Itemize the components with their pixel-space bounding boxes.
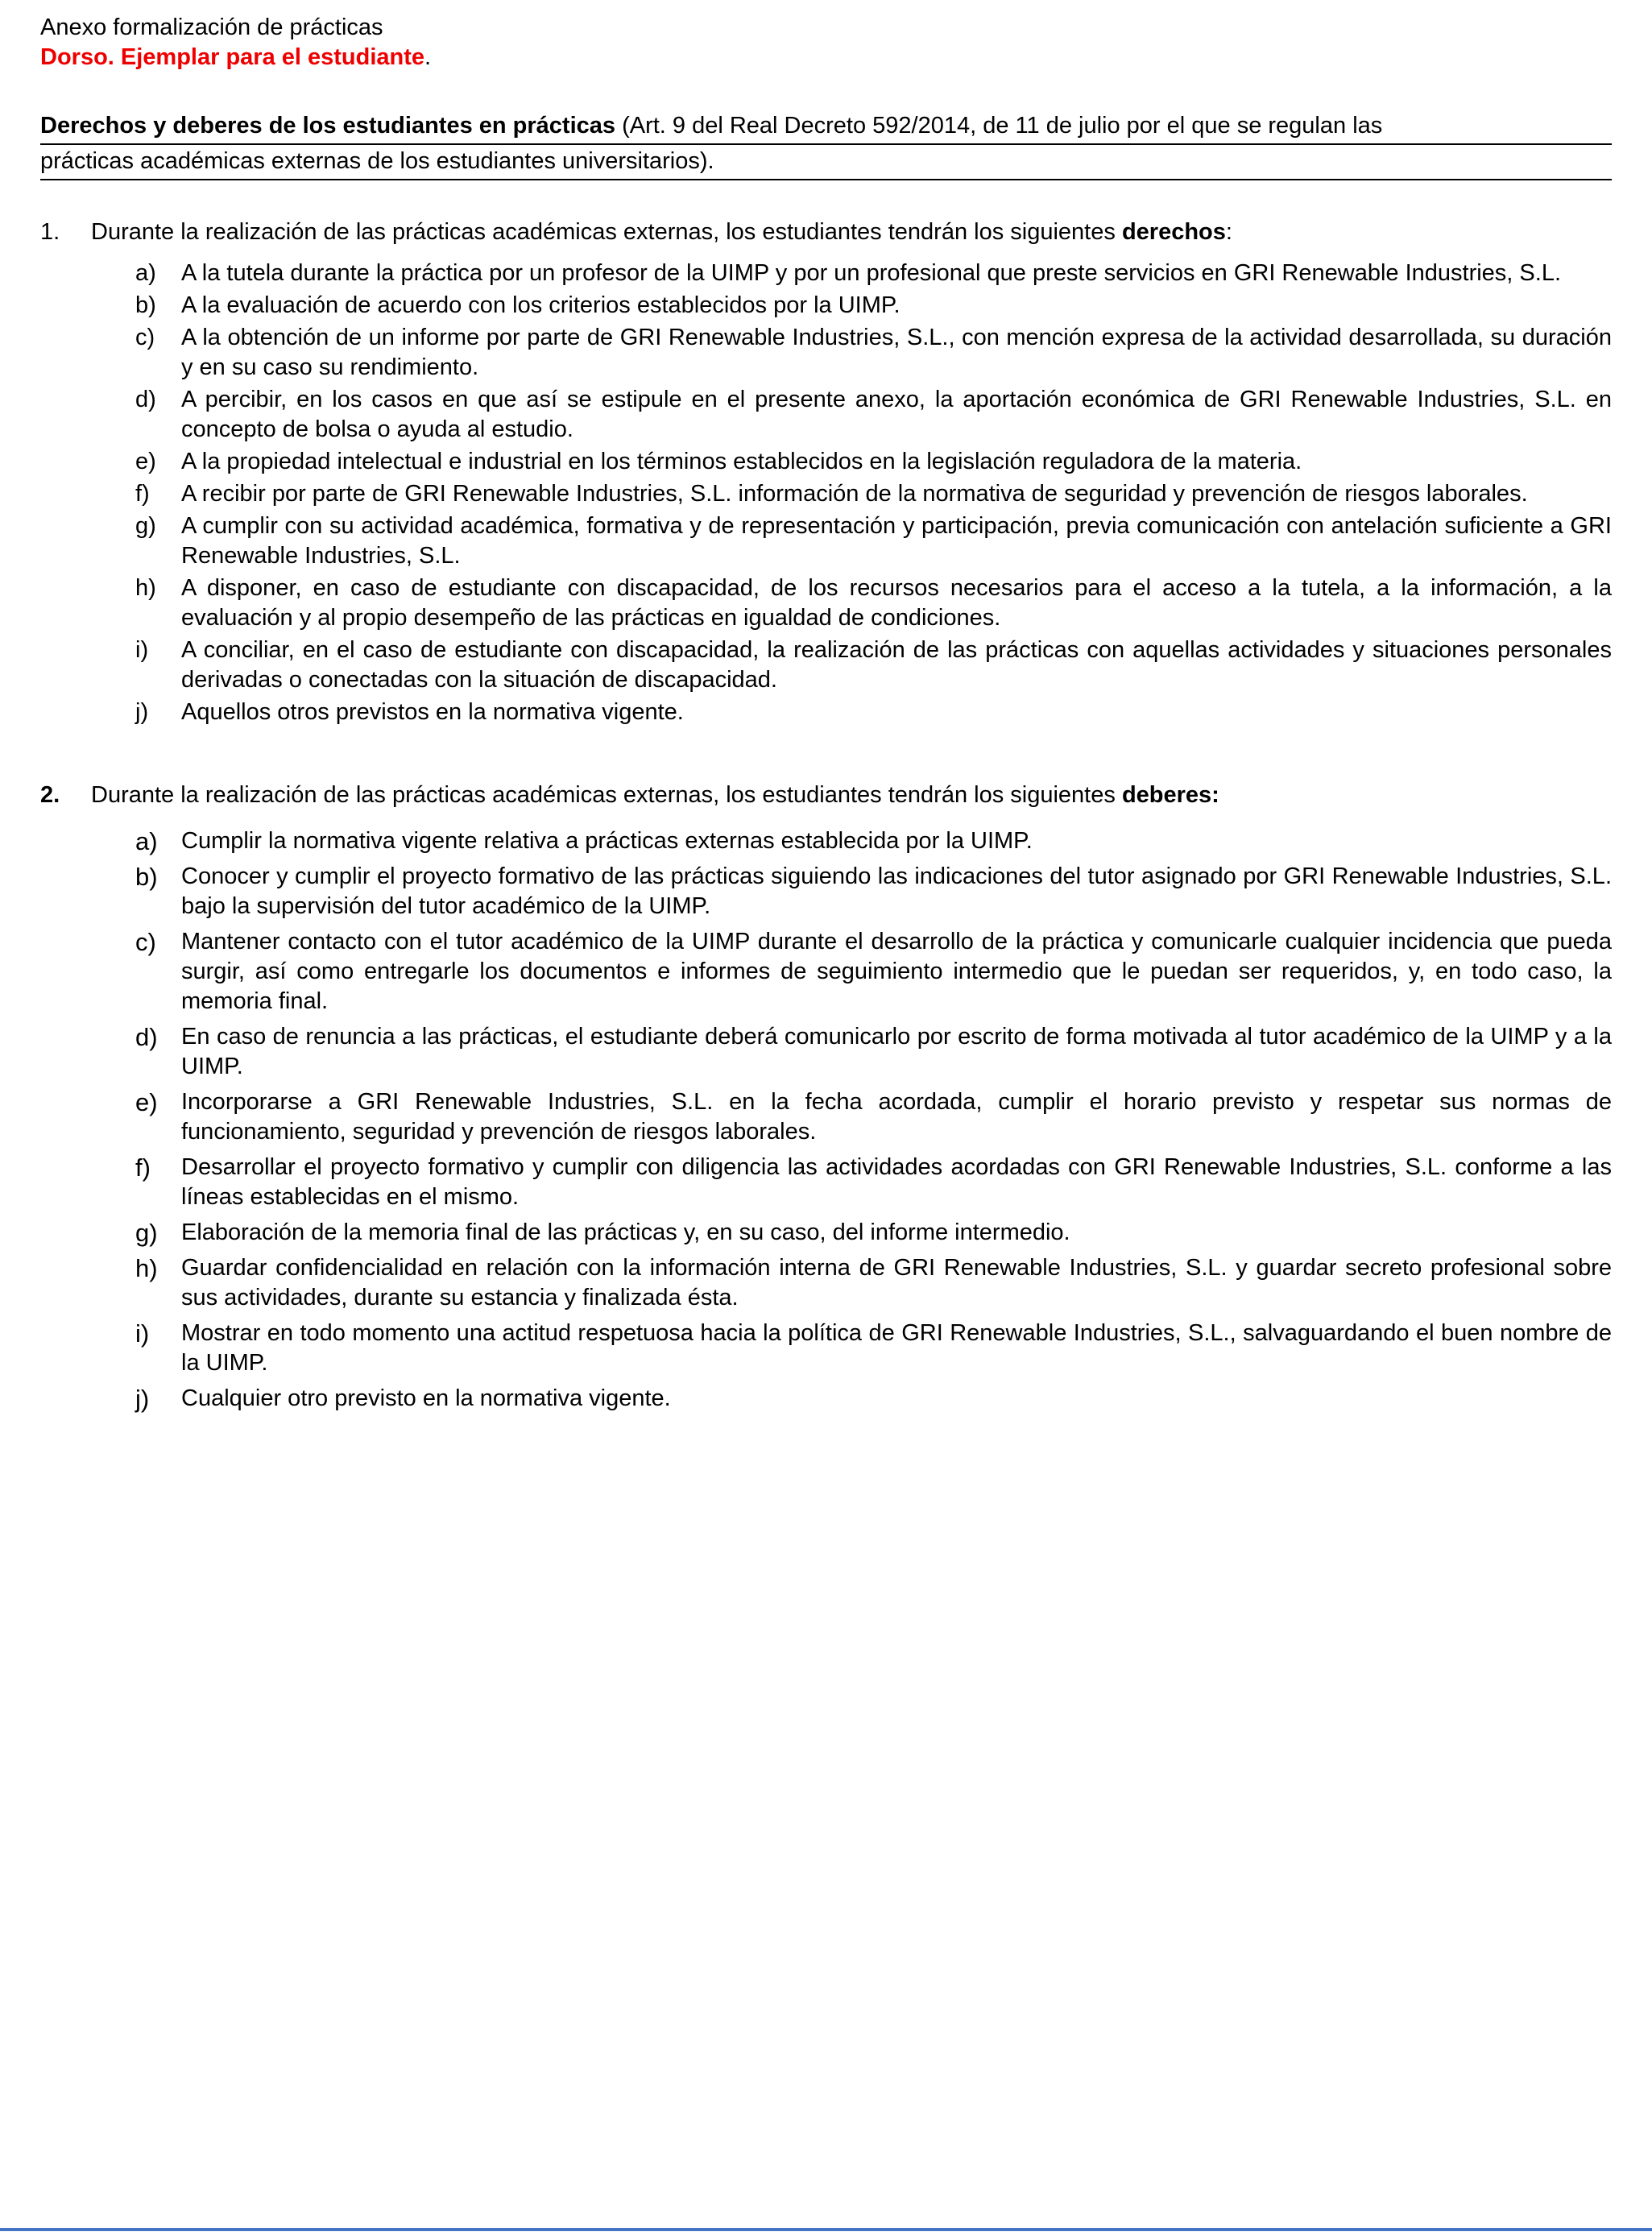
item-marker: g) xyxy=(135,1219,158,1247)
list-item xyxy=(135,259,1612,288)
list-item xyxy=(135,573,1612,633)
section2-intro-bold: deberes: xyxy=(1121,782,1219,808)
item-marker: h) xyxy=(135,575,156,601)
list-item xyxy=(135,927,1612,1017)
section1-intro-prefix: Durante la realización de las prácticas académicas externas, los estudiantes tendrán los siguientes xyxy=(91,219,1122,245)
list-item xyxy=(135,1384,1612,1414)
item-marker: c) xyxy=(135,928,156,956)
list-item xyxy=(135,698,1612,727)
item-text: A conciliar, en el caso de estudiante con discapacidad, la realización de las prácticas con aquellas actividades y situaciones personales derivadas o conectadas con la situación de discapacidad. xyxy=(181,637,1612,693)
document-heading xyxy=(40,111,1612,180)
list-item xyxy=(135,479,1612,509)
item-text: A la obtención de un informe por parte de GRI Renewable Industries, S.L., con mención expresa de la actividad desarrollada, su duración y en su caso su rendimiento. xyxy=(181,325,1612,380)
item-marker: g) xyxy=(135,513,156,539)
list-item xyxy=(135,511,1612,571)
item-text: Desarrollar el proyecto formativo y cumplir con diligencia las actividades acordadas con GRI Renewable Industries, S.L. conforme a las líneas establecidas en el mismo. xyxy=(181,1154,1612,1210)
heading-line2: prácticas académicas externas de los estudiantes universitarios). xyxy=(40,145,1612,180)
item-text: A la propiedad intelectual e industrial en los términos establecidos en la legislación reguladora de la materia. xyxy=(181,449,1302,474)
list-item xyxy=(135,1319,1612,1378)
item-marker: c) xyxy=(135,325,155,350)
section1-items xyxy=(135,259,1612,727)
item-text: En caso de renuncia a las prácticas, el estudiante deberá comunicarlo por escrito de forma motivada al tutor académico de la UIMP y a la UIMP. xyxy=(181,1024,1612,1079)
list-item xyxy=(135,1087,1612,1147)
item-marker: a) xyxy=(135,260,156,286)
item-text: A cumplir con su actividad académica, formativa y de representación y participación, previa comunicación con antelación suficiente a GRI Renewable Industries, S.L. xyxy=(181,513,1612,569)
section1-intro-suffix: : xyxy=(1225,219,1232,245)
item-text: Cualquier otro previsto en la normativa vigente. xyxy=(181,1385,671,1411)
item-marker: e) xyxy=(135,449,156,474)
item-text: Guardar confidencialidad en relación con la información interna de GRI Renewable Industries, S.L. y guardar secreto profesional sobre sus actividades, durante su estancia y finalizada ésta. xyxy=(181,1255,1612,1311)
item-text: Aquellos otros previstos en la normativa vigente. xyxy=(181,699,684,725)
item-marker: i) xyxy=(135,1319,150,1348)
item-marker: j) xyxy=(135,699,149,725)
header-line2-period: . xyxy=(424,44,432,70)
list-item xyxy=(135,1153,1612,1212)
item-marker: j) xyxy=(135,1385,150,1413)
item-text: A recibir por parte de GRI Renewable Industries, S.L. información de la normativa de seguridad y prevención de riesgos laborales. xyxy=(181,481,1528,507)
item-marker: b) xyxy=(135,292,156,318)
section1-intro-bold: derechos xyxy=(1121,219,1226,245)
item-text: Conocer y cumplir el proyecto formativo de las prácticas siguiendo las indicaciones del tutor asignado por GRI Renewable Industries, S.L. bajo la supervisión del tutor académico de la UIMP. xyxy=(181,863,1612,919)
section1-intro-text xyxy=(91,217,1612,247)
item-marker: d) xyxy=(135,1023,158,1051)
item-marker: i) xyxy=(135,637,149,663)
item-text: Mostrar en todo momento una actitud respetuosa hacia la política de GRI Renewable Industries, S.L., salvaguardando el buen nombre de la UIMP. xyxy=(181,1320,1612,1376)
heading-rest: (Art. 9 del Real Decreto 592/2014, de 11 de julio por el que se regulan las xyxy=(615,113,1383,139)
item-text: Cumplir la normativa vigente relativa a prácticas externas establecida por la UIMP. xyxy=(181,828,1033,854)
section1-intro xyxy=(40,217,1612,247)
item-marker: e) xyxy=(135,1088,158,1116)
item-text: A la evaluación de acuerdo con los criterios establecidos por la UIMP. xyxy=(181,292,901,318)
heading-line1 xyxy=(40,111,1612,145)
list-item xyxy=(135,1022,1612,1082)
item-text: Elaboración de la memoria final de las prácticas y, en su caso, del informe intermedio. xyxy=(181,1219,1070,1245)
header-line2-red: Dorso. Ejemplar para el estudiante xyxy=(40,44,425,70)
item-marker: f) xyxy=(135,481,150,507)
section2-intro-prefix: Durante la realización de las prácticas académicas externas, los estudiantes tendrán los siguientes xyxy=(91,782,1122,808)
list-item xyxy=(135,636,1612,695)
item-marker: h) xyxy=(135,1254,158,1282)
list-item xyxy=(135,862,1612,921)
item-text: Incorporarse a GRI Renewable Industries, S.L. en la fecha acordada, cumplir el horario previsto y respetar sus normas de funcionamiento, seguridad y prevención de riesgos laborales. xyxy=(181,1089,1612,1145)
section2-intro xyxy=(40,781,1612,810)
item-text: Mantener contacto con el tutor académico de la UIMP durante el desarrollo de la práctica y comunicarle cualquier incidencia que pueda surgir, así como entregarle los documentos e informes de seguimiento intermedio que le puedan ser requeridos, y, en todo caso, la memoria final. xyxy=(181,929,1612,1014)
doc-header xyxy=(40,13,1612,72)
list-item xyxy=(135,447,1612,477)
item-text: A percibir, en los casos en que así se estipule en el presente anexo, la aportación económica de GRI Renewable Industries, S.L. en concepto de bolsa o ayuda al estudio. xyxy=(181,387,1612,442)
list-item xyxy=(135,1253,1612,1313)
item-text: A disponer, en caso de estudiante con discapacidad, de los recursos necesarios para el acceso a la tutela, a la información, a la evaluación y al propio desempeño de las prácticas en igualdad de condiciones. xyxy=(181,575,1612,631)
section-deberes xyxy=(40,781,1612,1414)
footer-rule xyxy=(0,2228,1652,2231)
list-item xyxy=(135,826,1612,856)
heading-bold: Derechos y deberes de los estudiantes en prácticas xyxy=(40,113,616,139)
item-marker: d) xyxy=(135,387,156,412)
section-derechos xyxy=(40,217,1612,727)
section2-number: 2. xyxy=(40,782,60,808)
section2-intro-text xyxy=(91,781,1612,810)
item-text: A la tutela durante la práctica por un profesor de la UIMP y por un profesional que preste servicios en GRI Renewable Industries, S.L. xyxy=(181,260,1562,286)
list-item xyxy=(135,323,1612,383)
list-item xyxy=(135,291,1612,321)
item-marker: f) xyxy=(135,1153,151,1182)
item-marker: b) xyxy=(135,863,158,891)
section2-items xyxy=(135,826,1612,1414)
header-line2 xyxy=(40,43,1612,72)
list-item xyxy=(135,385,1612,445)
list-item xyxy=(135,1218,1612,1248)
section1-number: 1. xyxy=(40,219,60,245)
header-line1: Anexo formalización de prácticas xyxy=(40,14,383,40)
item-marker: a) xyxy=(135,827,158,855)
